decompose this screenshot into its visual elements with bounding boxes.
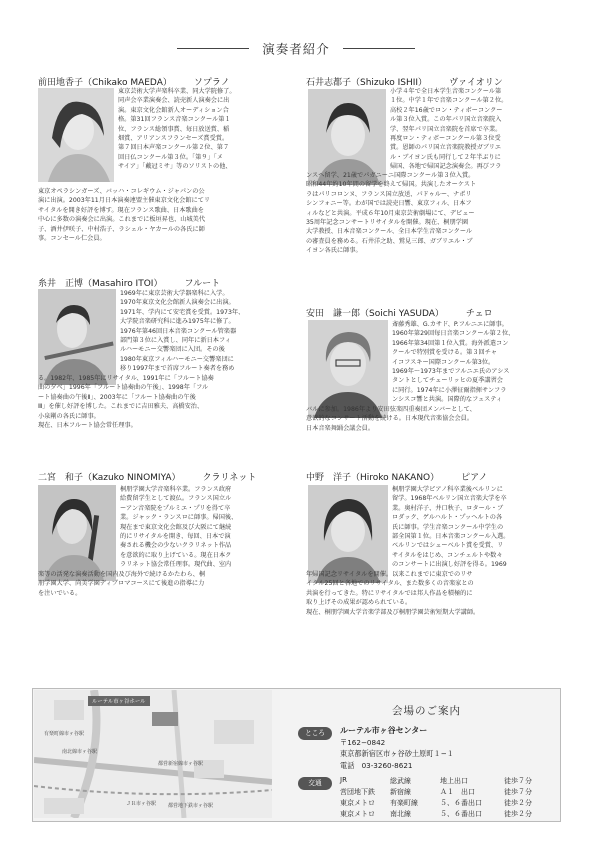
- performer-bio: 東京芸術大学声楽科卒業、同大学院修了。 同声会卒業演奏会、読売新人演奏会に出 演。東京文化会館新人オーディション合 格。第31回フランス音楽コンクール第１ 位、フランス総領事賞、毎日放送賞、稲 畑賞、アリアンスフランセーズ賞受賞。 第７回日本声楽コンクール第２位、第７ 回日仏コンクール第３位。「第９」「メ サイア」「戴冠ミサ」等のソリストの他、: [118, 88, 236, 171]
- performer-name: 中野 洋子（Hiroko NAKANO）: [306, 473, 440, 483]
- hall-name: ルーテル市ヶ谷センター: [340, 726, 428, 735]
- performer-bio: 斎藤秀雄、G.カサド、P.フルニエに師事。 1960年第29回毎日音楽コンクール第２位、 1966年第34回第１位入賞。海外派遣コン クールで特別賞を受ける。第３回チャ イコフスキー国際コンクール第3位。 1969年〜1973年までフルニエ氏のアシス タントとしてチューリッヒの夏季講習会 に同行。1974年に小澤征爾指揮サンフラ ンシスコ響と共演。国際的なフェスティ: [392, 321, 515, 404]
- transport-operator: 営団地下鉄: [340, 788, 375, 796]
- performer-name: 安田 謙一郎（Soichi YASUDA）: [306, 309, 444, 319]
- performer-name: 前田地香子（Chikako MAEDA）: [38, 78, 172, 88]
- transport-exit: 地上出口: [440, 777, 468, 785]
- performer-name-row: [38, 276, 220, 289]
- performer-bio: 桐朋学園大学音楽科卒業。フランス政府 給費留学生として渡仏。フランス国立ル ーアン音楽院をプルミエ・プリを得て卒 業。ジャック・ランスロに師事。帰国後、 現在まで東京文化会館及び大阪にて継続 的にリサイタルを開き、毎回、日本で演 奏される機会の少ないクラリネット作品 を意欲的に取り上げている。現在日本ク ラリネット協会常任理事。現代曲、室内: [120, 486, 238, 569]
- map-label-subway: 都営地下鉄市ヶ谷駅: [168, 803, 214, 809]
- transport-operator: 東京メトロ: [340, 810, 375, 818]
- venue-title: 会場のご案内: [392, 705, 461, 717]
- performer-name: 糸井 正博（Masahiro ITOI）: [38, 279, 163, 289]
- transport-operator: JR: [340, 776, 347, 784]
- performer-bio: 1969年に東京芸術大学器楽科に入学。 1970年東京文化会館新人演奏会に出演。 1971年、学内にて安宅賞を受賞。1973年、 大学院音楽研究科に進み1975年に修了。 1976年第46回日本音楽コンクール管楽器 部門第３位に入賞し、同年に新日本フィ ルハーモニー交響楽団に入団。その後 1980年東京フィルハーモニー交響楽団に 移り1997年まで首席フルート奏者を務め: [120, 290, 245, 373]
- performer-bio: 桐朋学園大学ピアノ科卒業後ベルリンに 留学。1968年ベルリン国立音楽大学を卒 業。奥村洋子、井口秋子、ロタール・ブ ロダック、ゲルハルト・プッヘルトの各 氏に師事。学生音楽コンクール中学生の 部全国第１位。日本音楽コンクール入選。 ベルリンではシューベルト賞を受賞、リ サイタルをはじめ、コンチェルトや数々 のコンサートに出演し好評を得る。1969: [392, 486, 510, 569]
- portrait-photo: [308, 320, 388, 418]
- transport-exit: ５、６番出口: [440, 799, 482, 807]
- transport-time: 徒歩２分: [504, 799, 532, 807]
- portrait-photo: [308, 485, 388, 583]
- map-label-hall: ルーテル市ヶ谷ホール: [88, 696, 150, 706]
- transport-line: 有楽町線: [390, 799, 418, 807]
- performer-role: チェロ: [465, 309, 493, 319]
- performer-bio-continued: 楽等の活発な演奏活動を国内及び海外で続けるかたわら、桐 朋学園大学、尚美学園ディプロマコースにて後進の指導に力 を注いでいる。: [38, 571, 206, 597]
- performer-bio: 小学４年で全日本学生音楽コンクール第 １位。中学１年で音楽コンクール第２位。 高校２年16歳でロン・ティボーコンクー ル第３位入賞。この年パリ国立音楽院入 学、翌年パリ国立音楽院を首席で卒業。 再度ロン・ティボーコンクール第３位受 賞。恩師のパリ国立音楽院教授ガブリエ ル・ブイヨン氏も同行して２年半ぶりに 帰国、各地で帰国記念演奏会。再びフラ: [390, 88, 508, 171]
- transport-exit: Ａ１ 出口: [440, 788, 475, 796]
- performer-name-row: [38, 470, 256, 483]
- performer-role: ヴァイオリン: [449, 78, 503, 88]
- transport-operator: 東京メトロ: [340, 799, 375, 807]
- portrait-photo: [38, 485, 116, 581]
- performer-bio-continued: バルに参加。1986年より安田弦楽四重奏団メンバーとして、 意欲的なコンサート活動を続ける。日本現代音楽協会会員。 日本音楽舞踊会議会員。: [306, 406, 476, 432]
- performer-bio-continued: る。1982年、1985年にリサイタル、1991年に「フルート協奏 曲の夕べ」1996年「フルート協奏曲の午後」、1998年「フル ート協奏曲の午後Ⅱ」、2003年に「フルート協奏曲の午後 Ⅲ」を催し好評を博した。これまでに吉田雅夫、高橋安治、 小泉剛の各氏に師事。 現在、日本フルート協会常任理事。: [38, 375, 214, 429]
- transport-exit: ５、６番出口: [440, 810, 482, 818]
- performer-bio-continued: ンスへ留学、21歳でパガニーニ国際コンクール第３位入賞。 昭和44年約10年間の留学を終えて帰国。共演したオーケスト ラはパリコロンヌ、フランス国立放送、パドゥルー、ナポリ シンフォニー等。わが国では読売日響、東京フィル、日本フ ィルなどと共演。平成６年10月東京芸術劇場にて、デビュー 35周年記念コンサートリサイタルを開催。現在、桐朋学園 大学教授、日本音楽コンクール、全日本学生音楽コンクール の審査員を務める。石井洋之助、鷲見三郎、ガブリエル・ブ イヨン各氏に師事。: [306, 172, 477, 255]
- transport-line: 南北線: [390, 810, 411, 818]
- map-label-nanboku: 南北線市ヶ谷駅: [62, 749, 98, 755]
- page-heading-row: [0, 38, 592, 58]
- map-label-yurakucho: 有楽町線市ヶ谷駅: [44, 731, 85, 737]
- map-label-jr: ＪＲ市ヶ谷駅: [126, 801, 157, 807]
- page-title: 演奏者紹介: [262, 41, 330, 57]
- performer-bio-continued: 東京オペラシンガーズ、バッハ・コレギウム・ジャパンの公 演に出演。2003年11月日本演奏連盟主催東京文化会館にてリ サイタルを開き好評を博す。現在フランス歌曲、日本歌曲を 中心に多数の演奏会に出演。これまでに板垣昇也、山城美代 子、酒井伊咲子、中村浩子、ラシェル・ヤカールの各氏に師 事。コンセール仁会員。: [38, 188, 211, 242]
- performer-role: ピアノ: [461, 473, 488, 483]
- portrait-photo: [38, 289, 116, 385]
- map-label-shinjuku-line: 都営新宿線市ヶ谷駅: [158, 761, 204, 767]
- portrait-photo: [38, 88, 114, 182]
- transport-line: 総武線: [390, 777, 411, 785]
- performer-name-row: [306, 470, 487, 483]
- performer-role: フルート: [184, 279, 221, 289]
- transport-time: 徒歩７分: [504, 777, 532, 785]
- performer-role: ソプラノ: [193, 78, 230, 88]
- access-map: [34, 690, 272, 818]
- transport-tag: 交通: [298, 777, 332, 790]
- address: 東京都新宿区市ヶ谷砂土原町１−１: [340, 749, 454, 758]
- performer-name: 石井志都子（Shizuko ISHII）: [306, 78, 428, 88]
- heading-rule-left: [177, 48, 249, 49]
- transport-line: 新宿線: [390, 788, 411, 796]
- postal-code: 〒162−0842: [340, 738, 386, 747]
- performer-name: 二宮 和子（Kazuko NINOMIYA）: [38, 473, 181, 483]
- phone: 電話 03-3260-8621: [340, 761, 413, 770]
- performer-role: クラリネット: [202, 473, 257, 483]
- transport-time: 徒歩２分: [504, 810, 532, 818]
- performer-bio-continued: 年帰国記念リサイタルを開催。以来これまでに東京でのリサ イタル25回と各地でのリサイタル、また数多くの音楽家との 共演を行ってきた。特にリサイタルでは邦人作品を積極的に 取り上げその成果が認められている。 現在、桐朋学園大学音楽学部及び桐朋学園芸術短期大学講師。: [306, 571, 480, 616]
- location-tag: ところ: [298, 727, 332, 740]
- performer-name-row: [306, 306, 493, 319]
- heading-rule-right: [343, 48, 415, 49]
- transport-time: 徒歩７分: [504, 788, 532, 796]
